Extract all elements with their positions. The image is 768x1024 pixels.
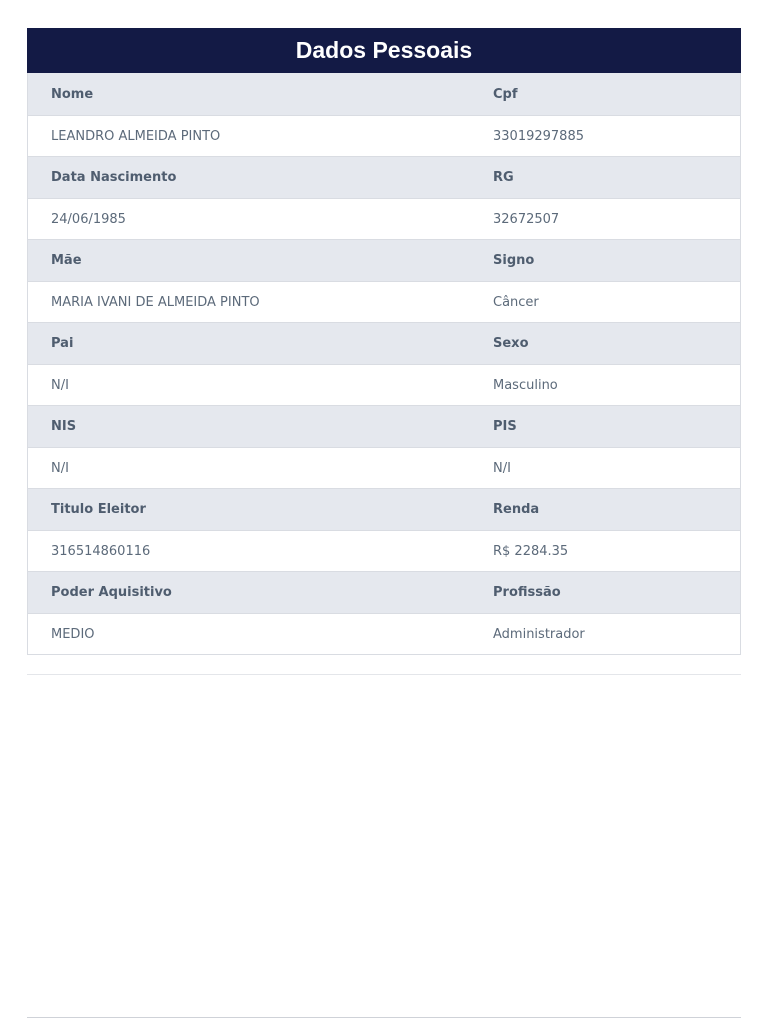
field-label-nome: Nome xyxy=(51,86,94,102)
personal-data-card xyxy=(27,28,741,655)
value-row xyxy=(28,447,740,488)
field-value-data-nascimento: 24/06/1985 xyxy=(51,211,126,227)
field-label-titulo-eleitor: Titulo Eleitor xyxy=(51,502,146,517)
value-row xyxy=(28,281,740,322)
field-label-profissao: Profissão xyxy=(493,585,561,600)
field-label-nis: NIS xyxy=(51,419,77,434)
field-value-sexo: Masculino xyxy=(493,377,558,393)
label-row xyxy=(28,239,740,281)
field-value-pis: N/I xyxy=(493,460,511,476)
value-row xyxy=(28,613,740,654)
label-row xyxy=(28,156,740,198)
field-value-mae: MARIA IVANI DE ALMEIDA PINTO xyxy=(51,294,260,310)
field-value-nis: N/I xyxy=(51,460,69,476)
field-value-poder-aquisitivo: MEDIO xyxy=(51,626,95,642)
field-label-cpf: Cpf xyxy=(493,86,518,102)
field-label-signo: Signo xyxy=(493,253,535,268)
value-row xyxy=(28,364,740,405)
field-value-nome: LEANDRO ALMEIDA PINTO xyxy=(51,128,221,144)
field-label-rg: RG xyxy=(493,170,514,185)
page-bottom-divider xyxy=(27,1017,741,1018)
field-label-data-nascimento: Data Nascimento xyxy=(51,170,177,185)
field-value-signo: Câncer xyxy=(493,294,539,310)
label-row xyxy=(28,571,740,613)
label-row xyxy=(28,322,740,364)
value-row xyxy=(28,198,740,239)
section-title: Dados Pessoais xyxy=(27,28,741,73)
label-row xyxy=(28,73,740,115)
field-value-cpf: 33019297885 xyxy=(493,128,584,144)
field-label-mae: Mãe xyxy=(51,253,82,268)
section-divider xyxy=(27,674,741,675)
value-row xyxy=(28,115,740,156)
field-label-pai: Pai xyxy=(51,336,74,351)
field-label-pis: PIS xyxy=(493,419,517,434)
value-row xyxy=(28,530,740,571)
field-label-sexo: Sexo xyxy=(493,336,529,351)
field-value-profissao: Administrador xyxy=(493,626,585,642)
field-label-poder-aquisitivo: Poder Aquisitivo xyxy=(51,585,172,600)
field-value-rg: 32672507 xyxy=(493,211,560,227)
field-label-renda: Renda xyxy=(493,502,540,517)
field-value-renda: R$ 2284.35 xyxy=(493,543,569,559)
field-value-pai: N/I xyxy=(51,377,69,393)
label-row xyxy=(28,405,740,447)
field-value-titulo-eleitor: 316514860116 xyxy=(51,543,151,559)
label-row xyxy=(28,488,740,530)
